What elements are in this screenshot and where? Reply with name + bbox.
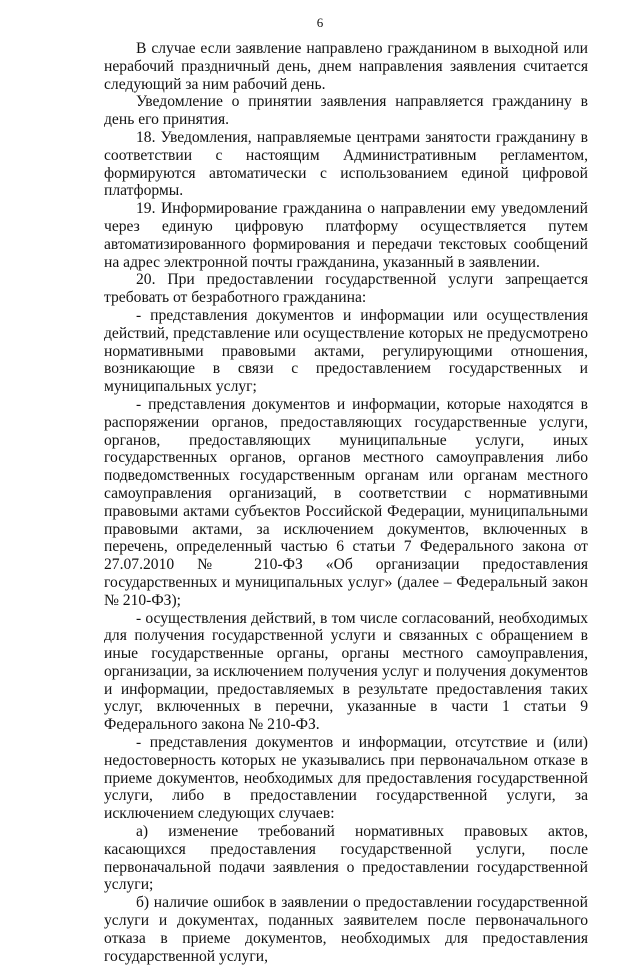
list-item-previously-unmentioned-documents: - представления документов и информации, отсутствие и (или) недостоверность которых не указывались при первоначальном отказе в приеме документов, необходимых для предоставления государственной услуги, либо в предоставлении государственной услуги, за исключением следующих случаев: — [104, 734, 588, 823]
page-number: 6 — [316, 15, 324, 30]
paragraph-weekend-filing: В случае если заявление направлено гражданином в выходной или нерабочий праздничный день, днем направления заявления считается следующий за ним рабочий день. — [104, 40, 588, 93]
list-item-documents-not-required: - представления документов и информации или осуществления действий, представление или осуществление которых не предусмотрено нормативными правовыми актами, регулирующими отношения, возникающие в связи с предоставлением государственных и муниципальных услуг; — [104, 306, 588, 396]
paragraph-19: 19. Информирование гражданина о направлении ему уведомлений через единую цифровую платформу осуществляется путем автоматизированного формирования и передачи текстовых сообщений на адрес электронной почты гражданина, указанный в заявлении. — [104, 200, 588, 271]
subitem-b: б) наличие ошибок в заявлении о предоставлении государственной услуги и документах, поданных заявителем после первоначального отказа в приеме документов, необходимых для предоставления государственной услуги, — [104, 894, 588, 965]
subitem-a: а) изменение требований нормативных правовых актов, касающихся предоставления государственной услуги, после первоначальной подачи заявления о предоставлении государственной услуги; — [104, 823, 588, 894]
paragraph-acceptance-notice: Уведомление о принятии заявления направляется гражданину в день его принятия. — [104, 93, 588, 129]
list-item-documents-held-by-agencies: - представления документов и информации, которые находятся в распоряжении органов, предоставляющих государственные услуги, органов, предоставляющих муниципальные услуги, иных государственных органов, органов местного самоуправления либо подведомственных государственным органам или органам местного самоуправления организаций, в соответствии с нормативными правовыми актами субъектов Российской Федерации, муниципальными правовыми актами, за исключением документов, включенных в перечень, определенный частью 6 статьи 7 Федерального закона от 27.07.2010 № 210-ФЗ «Об организации предоставления государственных и муниципальных услуг» (далее – Федеральный закон № 210-ФЗ); — [104, 395, 588, 609]
paragraph-18: 18. Уведомления, направляемые центрами занятости гражданину в соответствии с настоящим Административным регламентом, формируются автоматически с использованием единой цифровой платформы. — [104, 128, 588, 200]
paragraph-20: 20. При предоставлении государственной услуги запрещается требовать от безработного гражданина: — [104, 271, 588, 307]
list-item-approvals: - осуществления действий, в том числе согласований, необходимых для получения государственной услуги и связанных с обращением в иные государственные органы, органы местного самоуправления, организации, за исключением получения услуг и получения документов и информации, предоставляемых в результате предоставления таких услуг, включенных в перечни, указанные в части 1 статьи 9 Федерального закона № 210-ФЗ. — [104, 609, 588, 734]
document-body — [104, 40, 588, 965]
